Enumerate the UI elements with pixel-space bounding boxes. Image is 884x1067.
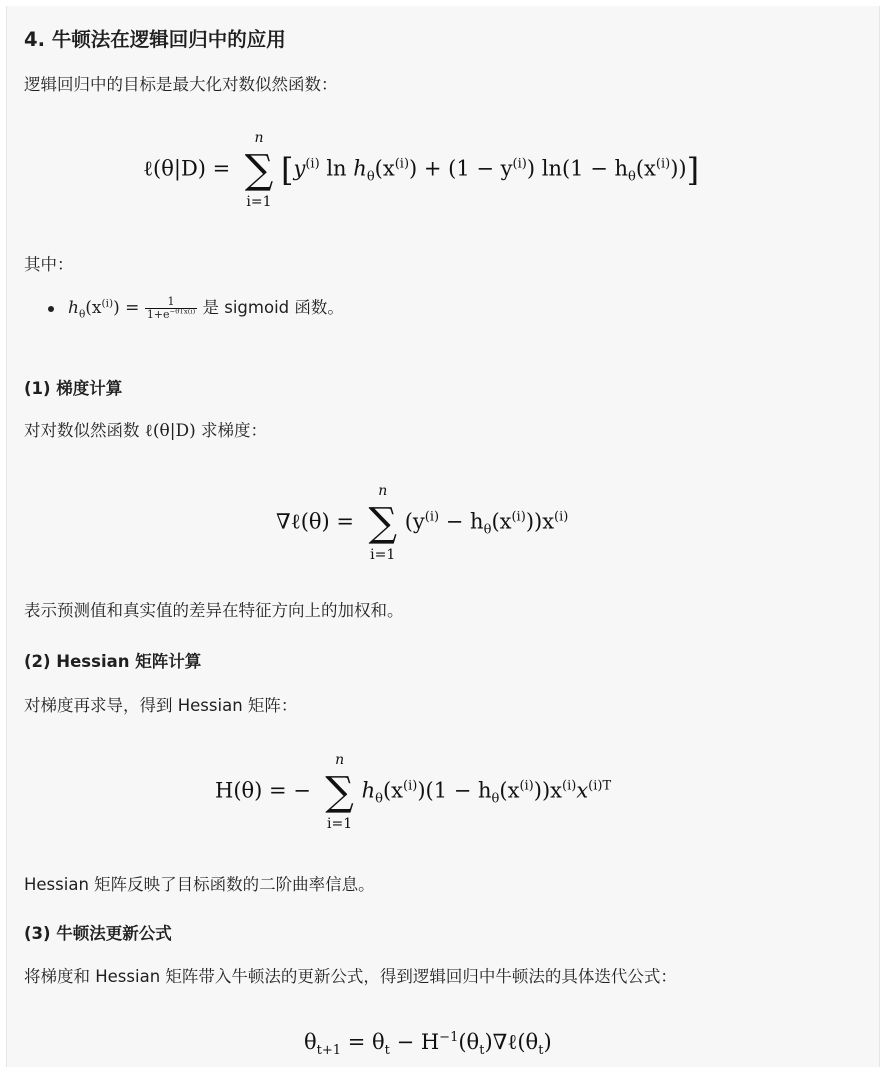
update-heading: (3) 牛顿法更新公式 xyxy=(24,924,172,943)
section-title: 4. 牛顿法在逻辑回归中的应用 xyxy=(24,28,286,51)
sigmoid-math: $h_\theta(x^{(i)})$ = $\frac{1}{1+e^{-\theta Tx(i)}}$ xyxy=(68,294,196,321)
sum-operator: n ∑ i=1 xyxy=(244,130,274,210)
sigmoid-definition: $h_\theta(x^{(i)})$ = $\frac{1}{1+e^{-\theta Tx(i)}}$ 是 sigmoid 函数。 xyxy=(48,294,344,321)
update-formula: $\theta_{t+1} = \theta_t$ − $H^{-1}(\theta_t)\nabla\ell(\theta_t)$ xyxy=(304,1030,552,1059)
intro-text: 逻辑回归中的目标是最大化对数似然函数： xyxy=(24,75,338,94)
hessian-explain: Hessian 矩阵反映了目标函数的二阶曲率信息。 xyxy=(24,875,375,894)
gradient-explain: 表示预测值和真实值的差异在特征方向上的加权和。 xyxy=(24,601,404,620)
hessian-text: 对梯度再求导，得到 Hessian 矩阵： xyxy=(24,696,298,715)
hessian-formula: H(θ) = − n ∑ i=1 $h_\theta(x^{(i)})(1 - h_\theta(x^{(i)}))x^{(i)}x^{(i)T}$ xyxy=(215,752,612,832)
likelihood-formula: ℓ(θ|D) = n ∑ i=1 [$y^{(i)}$ $\ln h_\theta(x^{(i)}) + (1 - y^{(i)}) \ln(1 - h_\theta(x^{(i)}))$] xyxy=(143,130,700,210)
bullet-dot xyxy=(48,306,54,312)
where-label: 其中： xyxy=(24,255,74,274)
gradient-heading: (1) 梯度计算 xyxy=(24,379,123,398)
sigmoid-fraction: $\frac{1}{1+e^{-\theta Tx(i)}}$ xyxy=(146,294,196,321)
likelihood-lhs: ℓ(θ|D) = xyxy=(143,156,231,181)
sum-operator: n ∑ i=1 xyxy=(325,752,354,832)
sum-operator: n ∑ i=1 xyxy=(368,483,397,563)
update-text: 将梯度和 Hessian 矩阵带入牛顿法的更新公式，得到逻辑回归中牛顿法的具体迭代公式： xyxy=(24,967,677,986)
gradient-text: 对对数似然函数 ℓ(θ|D) 求梯度： xyxy=(24,421,267,441)
gradient-formula: ∇ℓ(θ) = n ∑ i=1 $(y^{(i)} - h_\theta(x^{(i)}))x^{(i)}$ xyxy=(276,483,569,563)
hessian-heading: (2) Hessian 矩阵计算 xyxy=(24,652,202,671)
